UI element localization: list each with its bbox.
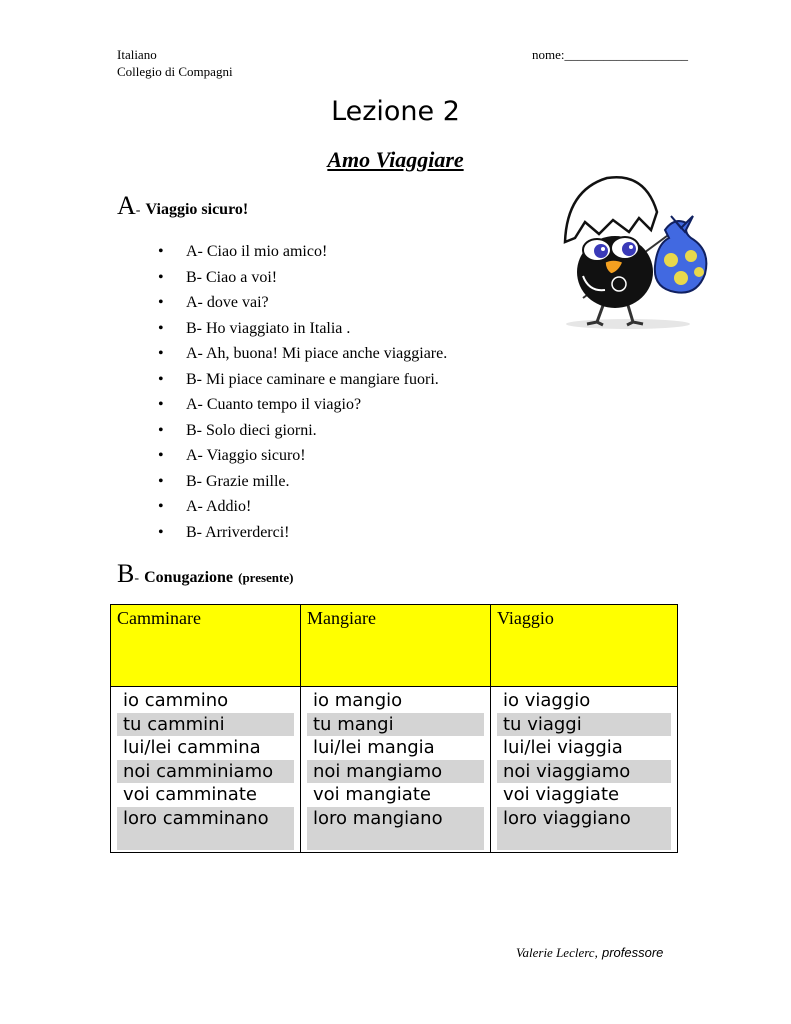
list-item: • A- Addio! xyxy=(158,498,252,515)
conjugation-cell xyxy=(111,687,301,853)
conjugation-table xyxy=(110,604,678,853)
course-name: Italiano xyxy=(117,47,157,62)
verb-form: noi viaggiamo xyxy=(497,760,671,784)
section-a-heading xyxy=(117,191,248,221)
shaded-filler xyxy=(497,830,671,850)
verb-form: tu mangi xyxy=(307,713,484,737)
verb-form: lui/lei viaggia xyxy=(503,737,623,758)
author-name: Valerie Leclerc, xyxy=(516,945,598,960)
list-item: • B- Ho viaggiato in Italia . xyxy=(158,319,351,337)
school-name: Collegio di Compagni xyxy=(117,64,233,79)
list-item: • A- Ciao il mio amico! xyxy=(158,243,328,260)
verb-form: io cammino xyxy=(123,690,229,711)
verb-form: voi viaggiate xyxy=(503,784,620,805)
name-field-label: nome:___________________ xyxy=(532,47,688,62)
column-header: Viaggio xyxy=(491,605,678,687)
conjugation-cell xyxy=(491,687,678,853)
lesson-subtitle: Amo Viaggiare xyxy=(327,147,464,172)
verb-form: lui/lei mangia xyxy=(313,737,435,758)
list-item: • B- Mi piace caminare e mangiare fuori. xyxy=(158,370,439,388)
verb-form: tu viaggi xyxy=(497,713,671,737)
column-header: Mangiare xyxy=(301,605,491,687)
list-item: • B- Grazie mille. xyxy=(158,472,290,490)
list-item: • B- Ciao a voi! xyxy=(158,268,278,286)
table-row xyxy=(111,687,678,853)
list-item: • A- Cuanto tempo il viagio? xyxy=(158,396,362,413)
list-item: • B- Solo dieci giorni. xyxy=(158,421,317,439)
author-role: professore xyxy=(601,945,664,960)
section-b-heading xyxy=(117,559,293,589)
list-item: • B- Arriverderci! xyxy=(158,523,290,541)
section-title: Viaggio sicuro! xyxy=(145,201,249,218)
chick-mascot-illustration xyxy=(553,172,713,336)
column-header: Camminare xyxy=(111,605,301,687)
verb-form: voi camminate xyxy=(123,784,257,805)
verb-form: loro viaggiano xyxy=(497,807,671,831)
section-dash: - xyxy=(135,203,141,218)
verb-form: lui/lei cammina xyxy=(123,737,261,758)
section-dash: - xyxy=(134,571,140,586)
verb-form: noi mangiamo xyxy=(307,760,484,784)
verb-form: voi mangiate xyxy=(313,784,431,805)
list-item: • A- Viaggio sicuro! xyxy=(158,447,306,464)
verb-form: io mangio xyxy=(313,690,403,711)
verb-form: io viaggio xyxy=(503,690,591,711)
list-item: • A- Ah, buona! Mi piace anche viaggiare. xyxy=(158,345,448,362)
section-note: (presente) xyxy=(238,570,294,585)
shaded-filler xyxy=(117,830,294,850)
section-title: Conugazione xyxy=(144,569,234,586)
verb-form: noi camminiamo xyxy=(117,760,294,784)
list-item: • A- dove vai? xyxy=(158,294,269,311)
dialogue-list xyxy=(158,239,447,545)
section-letter: A xyxy=(117,191,136,220)
table-header-row xyxy=(111,605,678,687)
section-letter: B xyxy=(117,559,135,588)
verb-form: loro mangiano xyxy=(307,807,484,831)
header-left xyxy=(117,46,233,80)
footer-signature xyxy=(516,945,663,961)
lesson-title: Lezione 2 xyxy=(331,96,460,127)
verb-form: tu cammini xyxy=(117,713,294,737)
verb-form: loro camminano xyxy=(117,807,294,831)
conjugation-cell xyxy=(301,687,491,853)
shaded-filler xyxy=(307,830,484,850)
